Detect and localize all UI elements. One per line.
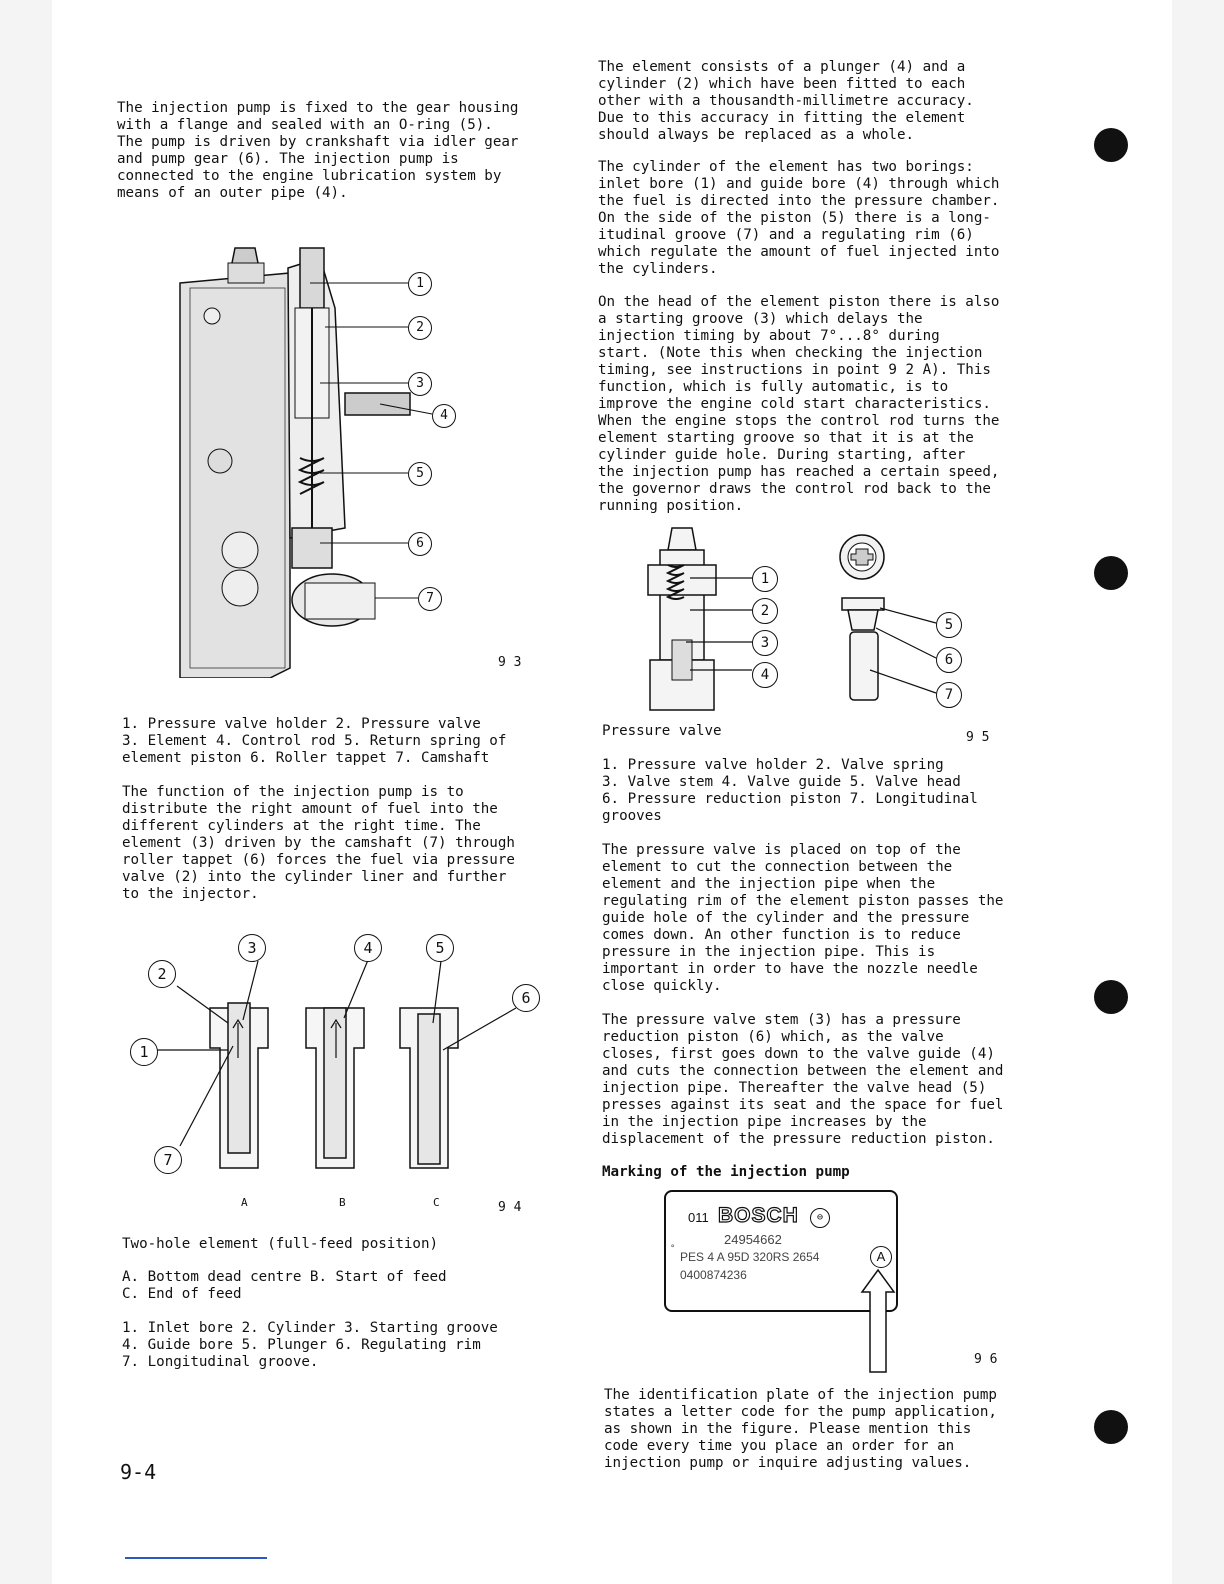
callout-7: 7 <box>154 1146 182 1174</box>
element-paragraph: The element consists of a plunger (4) and a cylinder (2) which have been fitted to each other with a thousandth-millimetre accuracy. Due to this accuracy in fitting the element should always be replaced as a whole. <box>598 59 974 143</box>
bosch-logo-icon: ⊖ <box>810 1208 830 1228</box>
plate-line-1: 24954662 <box>724 1232 782 1247</box>
callout-1: 1 <box>130 1038 158 1066</box>
callout-2: 2 <box>408 316 432 340</box>
figure-9-3-caption: 1. Pressure valve holder 2. Pressure valve 3. Element 4. Control rod 5. Return spring of element piston 6. Roller tappet 7. Camshaft <box>122 716 507 766</box>
callout-1: 1 <box>752 566 778 592</box>
callout-5: 5 <box>408 462 432 486</box>
callout-4: 4 <box>354 934 382 962</box>
figure-9-5-caption: 1. Pressure valve holder 2. Valve spring 3. Valve stem 4. Valve guide 5. Valve head 6. Pressure reduction piston 7. Longitudinal grooves <box>602 757 978 824</box>
figure-number-9-4: 9 4 <box>498 1200 522 1215</box>
position-label-b: B <box>339 1196 346 1209</box>
pressure-valve-paragraph: The pressure valve is placed on top of the element to cut the connection between the element and the injection pipe when the regulating rim of the element piston passes the guide hole of the cylinder and the pressure comes down. An other function is to reduce pressure in the injection pipe. This is important in order to have the nozzle needle close quickly. <box>602 842 1004 994</box>
cylinder-paragraph: The cylinder of the element has two borings: inlet bore (1) and guide bore (4) through which the fuel is directed into the pressure chamber. On the side of the piston (5) there is a long- itudinal groove (7) and a regulating rim (6) which regulate the amount of fuel injected into the cylinders. <box>598 159 1000 277</box>
callout-5: 5 <box>426 934 454 962</box>
identification-plate-figure <box>664 1190 896 1374</box>
callout-2: 2 <box>752 598 778 624</box>
valve-stem-paragraph: The pressure valve stem (3) has a pressure reduction piston (6) which, as the valve closes, first goes down to the valve guide (4) and cuts the connection between the element and injection pipe. Thereafter the valve head (5) presses against its seat and the space for fuel in the injection pipe increases by the displacement of the pressure reduction piston. <box>602 1012 1004 1147</box>
plate-rivet: ° <box>670 1244 676 1254</box>
punch-hole <box>1094 556 1128 590</box>
plate-line-2: PES 4 A 95D 320RS 2654 <box>680 1250 820 1264</box>
intro-paragraph: The injection pump is fixed to the gear housing with a flange and sealed with an O-ring (5). The pump is driven by crankshaft via idler gear and pump gear (6). The injection pump is connected to the engine lubrication system by means of an outer pipe (4). <box>117 100 519 201</box>
figure-9-5 <box>620 520 980 720</box>
callout-4: 4 <box>752 662 778 688</box>
plate-code: 011 <box>688 1210 709 1225</box>
callout-3: 3 <box>408 372 432 396</box>
plate-letter-code: A <box>870 1246 892 1268</box>
callout-7: 7 <box>936 682 962 708</box>
page-number: 9-4 <box>120 1460 157 1484</box>
identification-paragraph: The identification plate of the injection pump states a letter code for the pump application, as shown in the figure. Please mention this code every time you place an order for an injection pump or inquire adjusting values. <box>604 1387 997 1471</box>
callout-6: 6 <box>512 984 540 1012</box>
callout-6: 6 <box>936 647 962 673</box>
figure-9-3 <box>160 228 470 678</box>
plate-brand: BOSCH <box>718 1204 799 1227</box>
figure-9-4-parts: 1. Inlet bore 2. Cylinder 3. Starting groove 4. Guide bore 5. Plunger 6. Regulating rim 7. Longitudinal groove. <box>122 1320 498 1370</box>
punch-hole <box>1094 1410 1128 1444</box>
callout-6: 6 <box>408 532 432 556</box>
marking-heading: Marking of the injection pump <box>602 1164 850 1180</box>
callout-1: 1 <box>408 272 432 296</box>
callout-4: 4 <box>432 404 456 428</box>
plate-line-3: 0400874236 <box>680 1268 747 1282</box>
figure-9-4-title: Two-hole element (full-feed position) <box>122 1236 439 1252</box>
figure-9-5-label: Pressure valve <box>602 723 722 739</box>
callout-3: 3 <box>238 934 266 962</box>
punch-hole <box>1094 980 1128 1014</box>
figure-9-4-positions: A. Bottom dead centre B. Start of feed C. End of feed <box>122 1269 447 1302</box>
callout-5: 5 <box>936 612 962 638</box>
callout-7: 7 <box>418 587 442 611</box>
callout-3: 3 <box>752 630 778 656</box>
figure-number-9-5: 9 5 <box>966 730 990 745</box>
callout-2: 2 <box>148 960 176 988</box>
figure-number-9-3: 9 3 <box>498 655 522 670</box>
position-label-c: C <box>433 1196 440 1209</box>
punch-hole <box>1094 128 1128 162</box>
figure-number-9-6: 9 6 <box>974 1352 998 1367</box>
position-label-a: A <box>241 1196 248 1209</box>
function-paragraph: The function of the injection pump is to distribute the right amount of fuel into the different cylinders at the right time. The element (3) driven by the camshaft (7) through roller tappet (6) forces the fuel via pressure valve (2) into the cylinder liner and further to the injector. <box>122 784 515 902</box>
link-underline <box>125 1557 267 1559</box>
starting-groove-paragraph: On the head of the element piston there is also a starting groove (3) which delays the injection timing by about 7°...8° during start. (Note this when checking the injection timing, see instructions in point 9 2 A). This function, which is fully automatic, is to improve the engine cold start characteristics. When the engine stops the control rod turns the element starting groove so that it is at the cylinder guide hole. During starting, after the injection pump has reached a certain speed, the governor draws the control rod back to the running position. <box>598 294 1000 514</box>
pointer-arrow-icon <box>860 1268 896 1374</box>
